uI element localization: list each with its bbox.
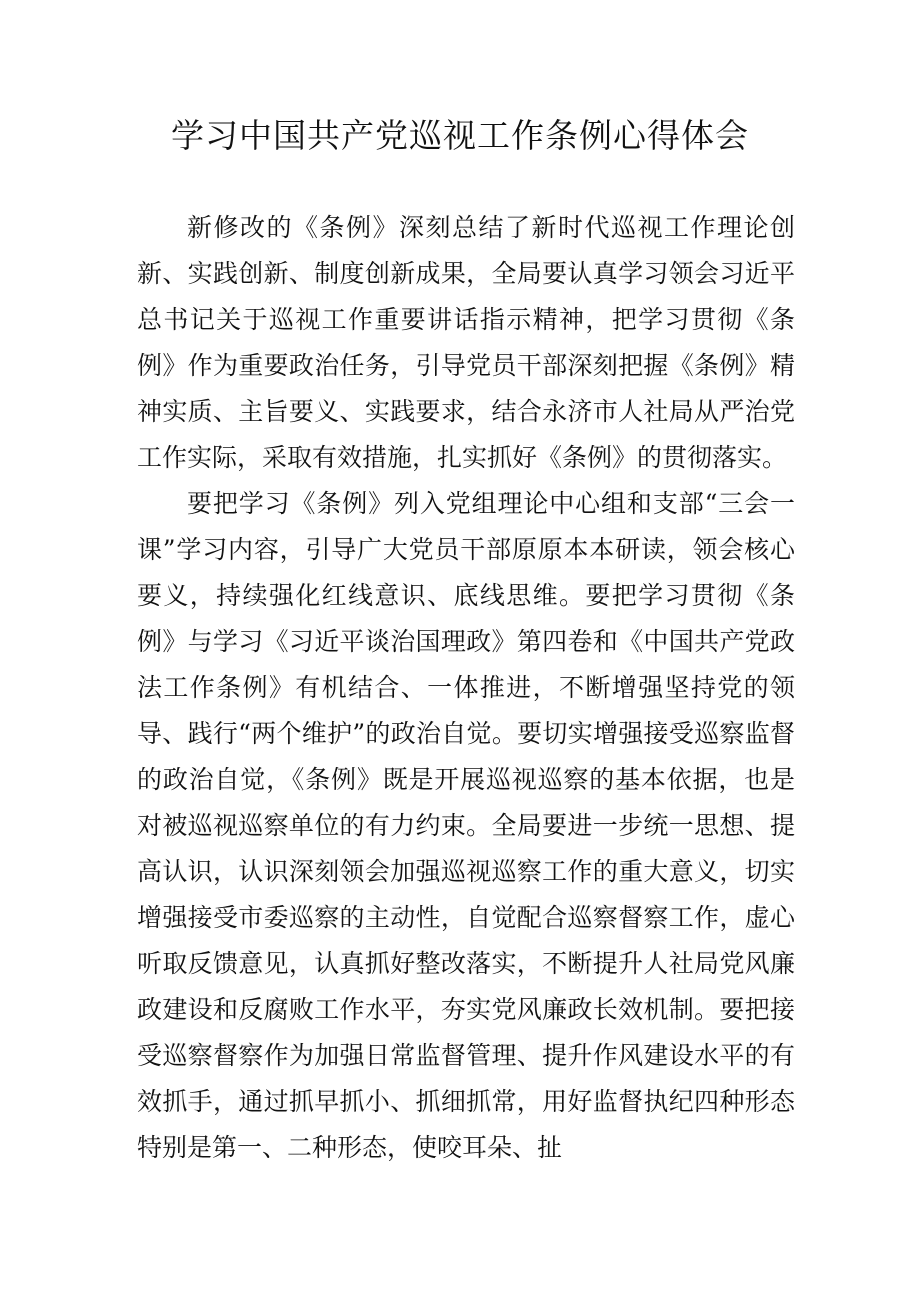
paragraph-1: 新修改的《条例》深刻总结了新时代巡视工作理论创新、实践创新、制度创新成果，全局要认真学习领会习近平总书记关于巡视工作重要讲话指示精神，把学习贯彻《条例》作为重要政治任务，引导党员干部深刻把握《条例》精神实质、主旨要义、实践要求，结合永济市人社局从严治党工作实际，采取有效措施，扎实抓好《条例》的贯彻落实。: [137, 213, 795, 472]
document-title: 学习中国共产党巡视工作条例心得体会: [171, 116, 749, 155]
paragraph-2: 要把学习《条例》列入党组理论中心组和支部“三会一课”学习内容，引导广大党员干部原原本本研读，领会核心要义，持续强化红线意识、底线思维。要把学习贯彻《条例》与学习《习近平谈治国理政》第四卷和《中国共产党政法工作条例》有机结合、一体推进，不断增强坚持党的领导、践行“两个维护”的政治自觉。要切实增强接受巡察监督的政治自觉，《条例》既是开展巡视巡察的基本依据，也是对被巡视巡察单位的有力约束。全局要进一步统一思想、提高认识，认识深刻领会加强巡视巡察工作的重大意义，切实增强接受市委巡察的主动性，自觉配合巡察督察工作，虚心听取反馈意见，认真抓好整改落实，不断提升人社局党风廉政建设和反腐败工作水平，夯实党风廉政长效机制。要把接受巡察督察作为加强日常监督管理、提升作风建设水平的有效抓手，通过抓早抓小、抓细抓常，用好监督执纪四种形态特别是第一、二种形态，使咬耳朵、扯: [137, 489, 795, 1162]
document-body: [137, 205, 795, 1171]
